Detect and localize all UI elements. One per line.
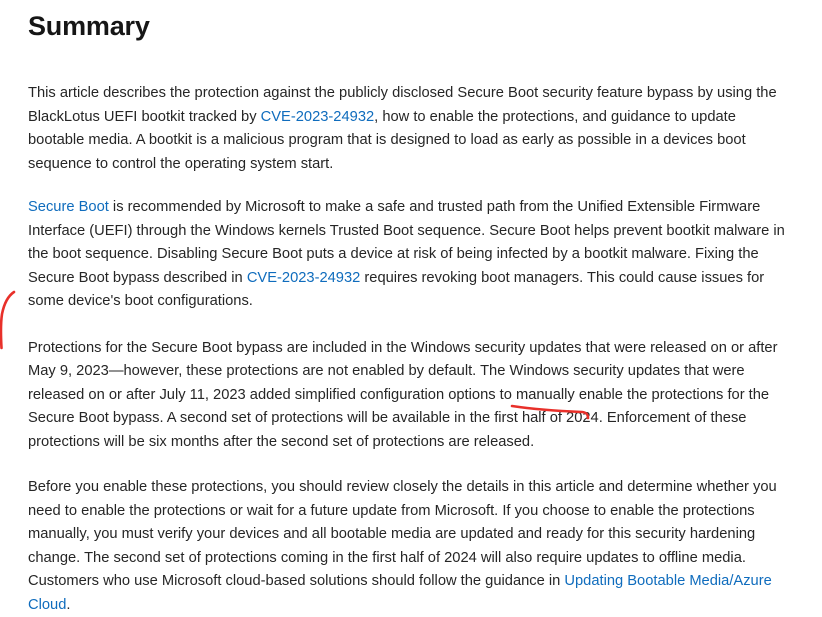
paragraph-2-text-1: is recommended by Microsoft to make a safe and trusted path from the Unified Extensible Firmware Interface (UEFI) through the Windows kernels Trusted Boot sequence. Secure Boot helps prevent bootkit malware in the boot sequence. Disabling Secure Boot puts a device at risk of being infected by a bootkit malware. Fixing the Secure Boot bypass described in: [28, 199, 785, 286]
paragraph-2-text-2: requires revoking boot managers. This could cause issues for some device's boot configurations.: [28, 269, 765, 309]
paragraph-2: [28, 196, 796, 314]
paragraph-4-text-2: .: [66, 596, 71, 613]
link-secure-boot[interactable]: Secure Boot: [28, 199, 109, 215]
paragraph-4: [28, 476, 796, 617]
link-cve-2023-24932-second[interactable]: CVE-2023-24932: [246, 269, 361, 286]
paragraph-1-text-2: , how to enable the protections, and guidance to update bootable media. A bootkit is a malicious program that is designed to load as early as possible in a devices boot sequence to control the operating system start.: [28, 108, 746, 172]
paragraph-3: [28, 337, 796, 455]
link-updating-bootable-media-azure-cloud[interactable]: Updating Bootable Media/Azure Cloud: [28, 573, 772, 613]
paragraph-1-text-1: This article describes the protection against the publicly disclosed Secure Boot security feature bypass by using the BlackLotus UEFI bootkit tracked by: [28, 85, 777, 125]
paragraph-3-text: Protections for the Secure Boot bypass are included in the Windows security updates that were released on or after May 9, 2023—however, these protections are not enabled by default. The Windows security updates that were released on or after July 11, 2023 added simplified configuration options to manually enable the protections for the Secure Boot bypass. A second set of protections will be available in the first half of 2024. Enforcement of these protections will be six months after the second set of protections are released.: [28, 339, 778, 450]
paragraph-1: [28, 82, 796, 176]
link-cve-2023-24932-first[interactable]: CVE-2023-24932: [260, 108, 375, 125]
paragraph-4-text-1: Before you enable these protections, you should review closely the details in this article and determine whether you need to enable the protections or wait for a future update from Microsoft. If you choose to enable the protections manually, you must verify your devices and all bootable media are updated and ready for this security hardening change. The second set of protections coming in the first half of 2024 will also require updates to offline media. Customers who use Microsoft cloud-based solutions should follow the guidance in: [28, 479, 777, 589]
page-title: Summary: [28, 11, 150, 41]
left-bracket-mark-icon: [0, 290, 24, 352]
document-page: [0, 10, 822, 613]
